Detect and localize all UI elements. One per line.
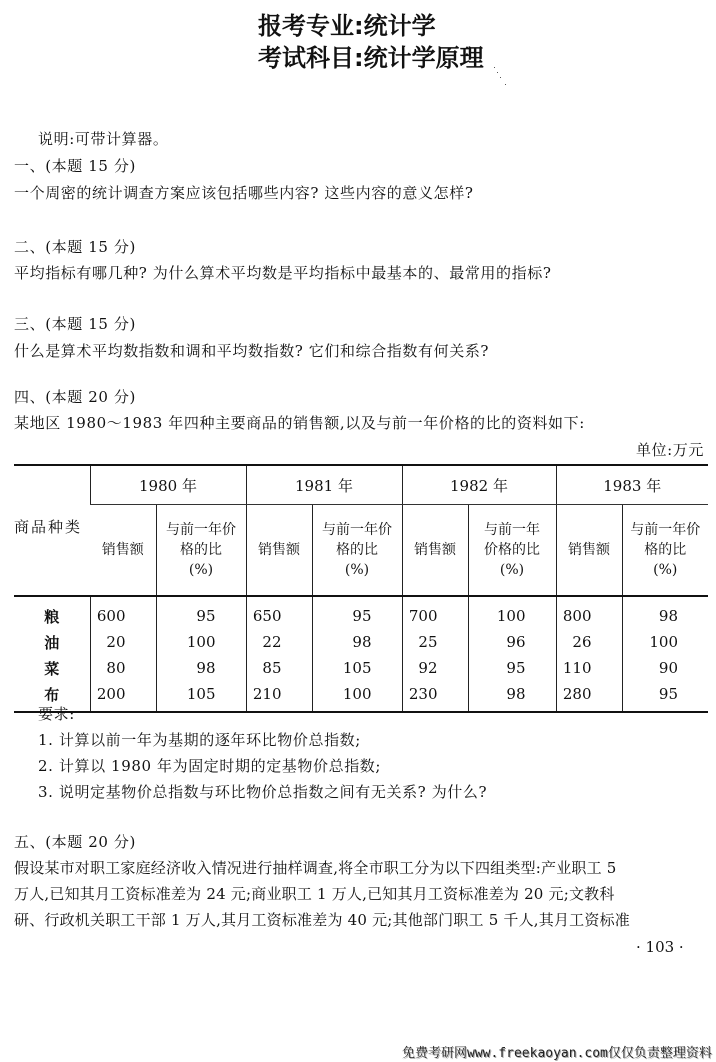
value-cell: 95 [622, 681, 708, 712]
value-cell: 200 [90, 681, 156, 712]
value-cell: 98 [312, 629, 402, 655]
q2-text: 平均指标有哪几种? 为什么算术平均数是平均指标中最基本的、最常用的指标? [14, 264, 552, 282]
q5-line: 假设某市对职工家庭经济收入情况进行抽样调查,将全市职工分为以下四组类型:产业职工 5 [14, 859, 617, 877]
value-cell: 98 [156, 655, 246, 681]
value-cell: 110 [556, 655, 622, 681]
q1-heading: 一、(本题 15 分) [14, 157, 136, 175]
value-cell: 100 [622, 629, 708, 655]
category-cell: 油 [44, 633, 60, 652]
value-cell: 600 [90, 596, 156, 629]
ratio-header: 与前一年价 格的比 (%) [312, 505, 402, 597]
exam-note: 说明:可带计算器。 [38, 130, 169, 148]
q5-line: 万人,已知其月工资标准差为 24 元;商业职工 1 万人,已知其月工资标准差为 20 元;文教科 [14, 885, 615, 903]
q3-text: 什么是算术平均数指数和调和平均数指数? 它们和综合指数有何关系? [14, 342, 490, 360]
requirement-item: 1. 计算以前一年为基期的逐年环比物价总指数; [38, 731, 361, 749]
value-cell: 800 [556, 596, 622, 629]
value-cell: 100 [156, 629, 246, 655]
category-header: 商品种类 [14, 465, 90, 596]
requirement-item: 3. 说明定基物价总指数与环比物价总指数之间有无关系? 为什么? [38, 783, 488, 801]
table-row [14, 629, 708, 655]
year-header: 1982 年 [402, 465, 556, 505]
value-cell: 105 [156, 681, 246, 712]
unit-label: 单位:万元 [635, 441, 704, 459]
value-cell: 90 [622, 655, 708, 681]
exam-major: 报考专业:统计学 [258, 12, 436, 40]
q5-line: 研、行政机关职工干部 1 万人,其月工资标准差为 40 元;其他部门职工 5 千人,其月工资标准 [14, 911, 630, 929]
table-row [14, 681, 708, 712]
value-cell: 80 [90, 655, 156, 681]
ratio-header: 与前一年价 格的比 (%) [622, 505, 708, 597]
value-cell: 95 [468, 655, 556, 681]
sales-header: 销售额 [246, 505, 312, 597]
category-cell: 粮 [44, 607, 60, 626]
value-cell: 26 [556, 629, 622, 655]
page-number: · 103 · [636, 938, 684, 956]
table-row [14, 596, 708, 629]
value-cell: 98 [468, 681, 556, 712]
q1-text: 一个周密的统计调查方案应该包括哪些内容? 这些内容的意义怎样? [14, 184, 474, 202]
exam-subject: 考试科目:统计学原理 [258, 44, 484, 72]
year-header: 1983 年 [556, 465, 708, 505]
value-cell: 210 [246, 681, 312, 712]
value-cell: 98 [622, 596, 708, 629]
value-cell: 100 [312, 681, 402, 712]
q5-heading: 五、(本题 20 分) [14, 833, 136, 851]
value-cell: 22 [246, 629, 312, 655]
ratio-header: 与前一年 价格的比 (%) [468, 505, 556, 597]
value-cell: 650 [246, 596, 312, 629]
value-cell: 95 [312, 596, 402, 629]
requirements-label: 要求: [38, 705, 75, 723]
q4-text: 某地区 1980～1983 年四种主要商品的销售额,以及与前一年价格的比的资料如下: [14, 414, 585, 432]
sales-header: 销售额 [556, 505, 622, 597]
value-cell: 95 [156, 596, 246, 629]
value-cell: 96 [468, 629, 556, 655]
value-cell: 100 [468, 596, 556, 629]
value-cell: 700 [402, 596, 468, 629]
category-cell: 布 [44, 685, 60, 704]
year-header: 1981 年 [246, 465, 402, 505]
value-cell: 25 [402, 629, 468, 655]
watermark-footer: 免费考研网www.freekaoyan.com仅仅负责整理资料 [402, 1046, 712, 1061]
sales-header: 销售额 [402, 505, 468, 597]
requirement-item: 2. 计算以 1980 年为固定时期的定基物价总指数; [38, 757, 382, 775]
table-row [14, 655, 708, 681]
value-cell: 105 [312, 655, 402, 681]
year-header: 1980 年 [90, 465, 246, 505]
sales-header: 销售额 [101, 542, 144, 558]
ratio-header: 与前一年价 格的比 (%) [156, 505, 246, 597]
value-cell: 85 [246, 655, 312, 681]
value-cell: 20 [90, 629, 156, 655]
q3-heading: 三、(本题 15 分) [14, 315, 136, 333]
q4-heading: 四、(本题 20 分) [14, 388, 136, 406]
value-cell: 280 [556, 681, 622, 712]
value-cell: 230 [402, 681, 468, 712]
q2-heading: 二、(本题 15 分) [14, 238, 136, 256]
category-cell: 菜 [44, 659, 60, 678]
value-cell: 92 [402, 655, 468, 681]
sales-table [14, 464, 708, 713]
